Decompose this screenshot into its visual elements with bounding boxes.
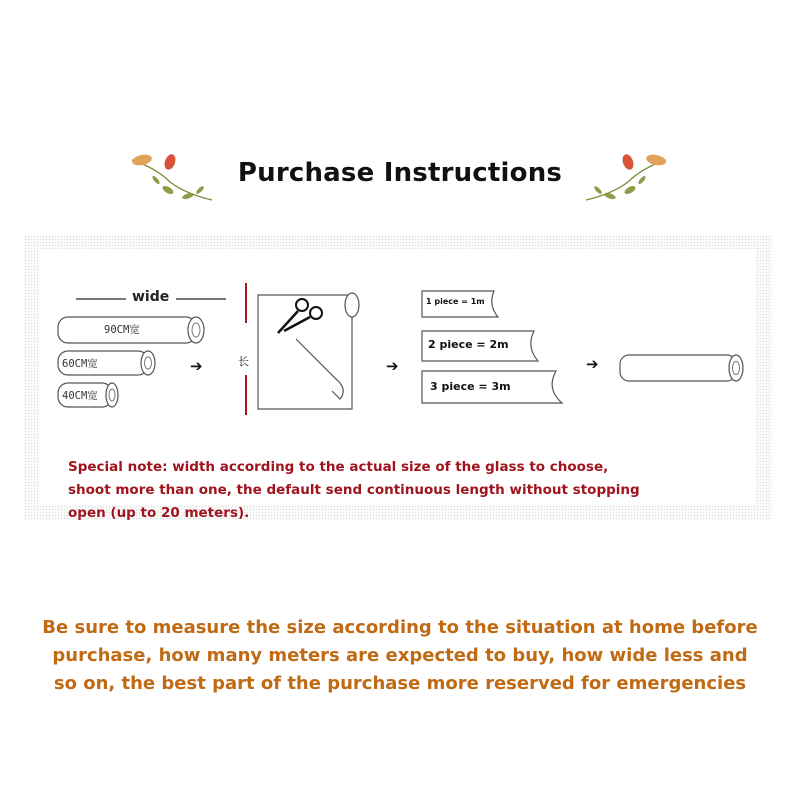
- instruction-panel-inner: [40, 249, 756, 521]
- cutting-diagram-icon: [236, 279, 376, 419]
- special-note-line: Special note: width according to the actual size of the glass to choose,: [68, 459, 609, 475]
- width-line-right: [176, 298, 226, 300]
- special-note: [68, 456, 668, 525]
- width-indicator: [76, 289, 226, 307]
- piece-2m-label: 2 piece = 2m: [428, 338, 509, 351]
- flower-sprig-right-icon: [580, 150, 672, 206]
- special-note-line: shoot more than one, the default send continuous length without stopping: [68, 482, 640, 498]
- width-line-left: [76, 298, 126, 300]
- roll-60cm-label: 60CM宽: [62, 358, 98, 370]
- measurement-advice: [0, 614, 800, 698]
- roll-40cm-label: 40CM宽: [62, 390, 98, 402]
- special-note-line: open (up to 20 meters).: [68, 505, 250, 521]
- arrow-right-icon: ➔: [190, 357, 203, 375]
- roll-90cm-label: 90CM宽: [104, 324, 140, 336]
- page-title: Purchase Instructions: [237, 158, 563, 188]
- arrow-right-icon: ➔: [586, 355, 599, 373]
- length-label: 长: [238, 355, 249, 368]
- measurement-advice-line: Be sure to measure the size according to the situation at home before: [42, 617, 758, 638]
- arrow-right-icon: ➔: [386, 357, 399, 375]
- instruction-panel: [24, 235, 772, 520]
- measurement-advice-line: purchase, how many meters are expected to buy, how wide less and: [52, 645, 748, 666]
- continuous-roll-icon: [618, 353, 748, 383]
- measurement-advice-line: so on, the best part of the purchase more reserved for emergencies: [53, 673, 747, 694]
- width-label: wide: [132, 289, 170, 305]
- piece-1m-label: 1 piece = 1m: [426, 297, 485, 306]
- piece-3m-label: 3 piece = 3m: [430, 380, 511, 393]
